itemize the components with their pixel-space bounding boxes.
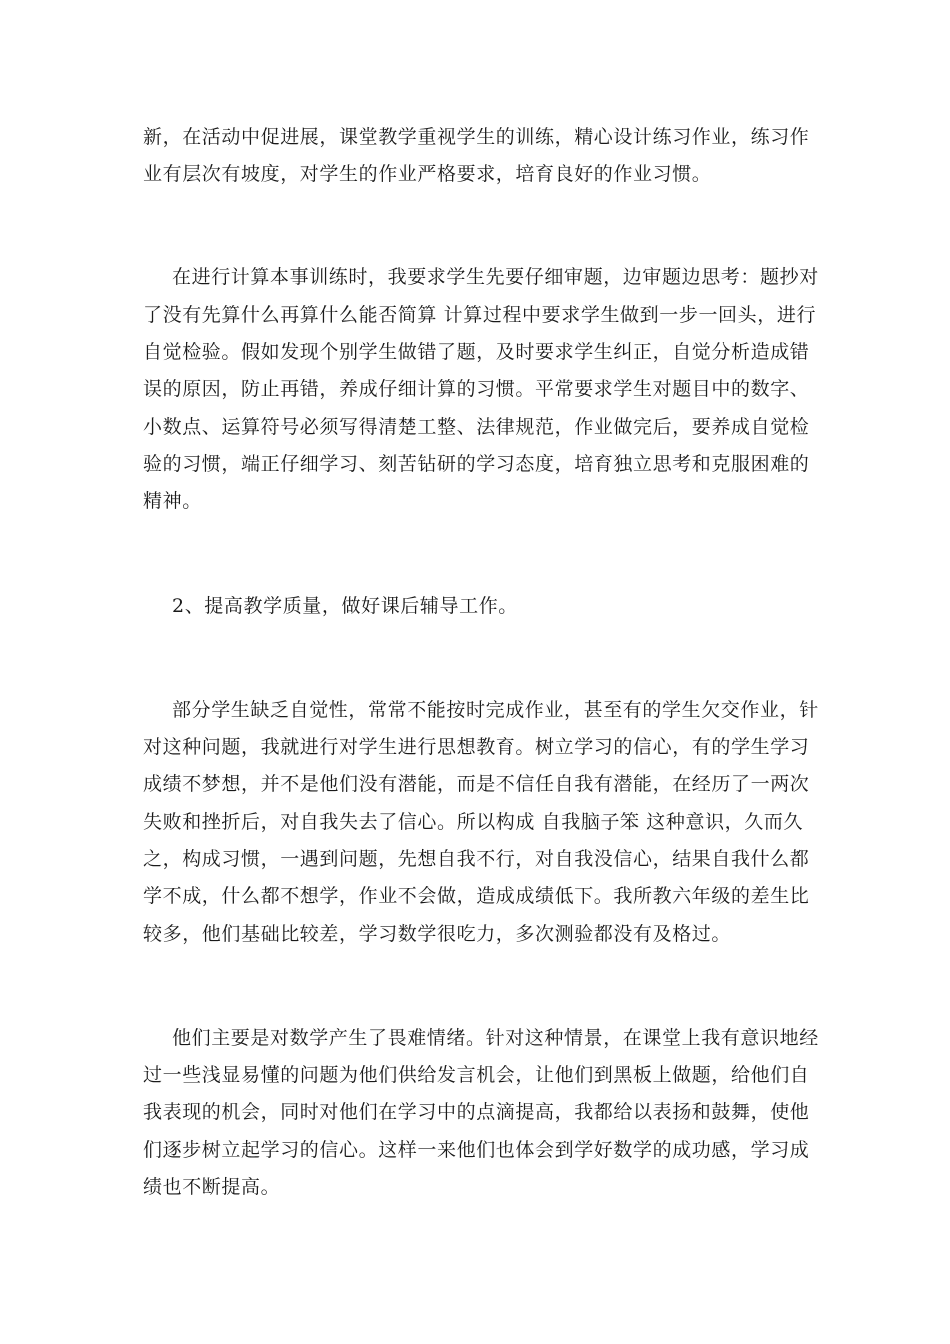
text-line: 误的原因，防止再错，养成仔细计算的习惯。平常要求学生对题目中的数字、 [143, 378, 810, 400]
text-line: 自觉检验。假如发现个别学生做错了题，及时要求学生纠正，自觉分析造成错 [143, 341, 810, 363]
text-line: 对这种问题，我就进行对学生进行思想教育。树立学习的信心，有的学生学习 [143, 736, 810, 758]
text-line: 部分学生缺乏自觉性，常常不能按时完成作业，甚至有的学生欠交作业，针 [172, 699, 819, 721]
text-line: 小数点、运算符号必须写得清楚工整、法律规范，作业做完后，要养成自觉检 [143, 416, 810, 438]
text-line: 新，在活动中促进展，课堂教学重视学生的训练，精心设计练习作业，练习作 [143, 126, 810, 148]
text-line: 业有层次有坡度，对学生的作业严格要求，培育良好的作业习惯。 [143, 163, 712, 185]
text-line: 失败和挫折后，对自我失去了信心。所以构成 自我脑子笨 这种意识，久而久 [143, 811, 804, 833]
text-line: 绩也不断提高。 [143, 1176, 281, 1198]
text-line: 他们主要是对数学产生了畏难情绪。针对这种情景，在课堂上我有意识地经 [172, 1027, 819, 1049]
text-line: 成绩不梦想，并不是他们没有潜能，而是不信任自我有潜能，在经历了一两次 [143, 773, 810, 795]
text-line: 了没有先算什么再算什么能否简算 计算过程中要求学生做到一步一回头，进行 [143, 304, 817, 326]
text-line: 学不成，什么都不想学，作业不会做，造成成绩低下。我所教六年级的差生比 [143, 885, 810, 907]
text-line: 之，构成习惯，一遇到问题，先想自我不行，对自我没信心，结果自我什么都 [143, 848, 810, 870]
text-line: 精神。 [143, 490, 202, 512]
text-line: 在进行计算本事训练时，我要求学生先要仔细审题，边审题边思考：题抄对 [172, 266, 819, 288]
text-line: 2、提高教学质量，做好课后辅导工作。 [172, 595, 518, 617]
text-line: 过一些浅显易懂的问题为他们供给发言机会，让他们到黑板上做题，给他们自 [143, 1064, 810, 1086]
text-line: 验的习惯，端正仔细学习、刻苦钻研的学习态度，培育独立思考和克服困难的 [143, 453, 810, 475]
text-line: 们逐步树立起学习的信心。这样一来他们也体会到学好数学的成功感，学习成 [143, 1139, 810, 1161]
text-line: 较多，他们基础比较差，学习数学很吃力，多次测验都没有及格过。 [143, 923, 732, 945]
text-line: 我表现的机会，同时对他们在学习中的点滴提高，我都给以表扬和鼓舞，使他 [143, 1101, 810, 1123]
